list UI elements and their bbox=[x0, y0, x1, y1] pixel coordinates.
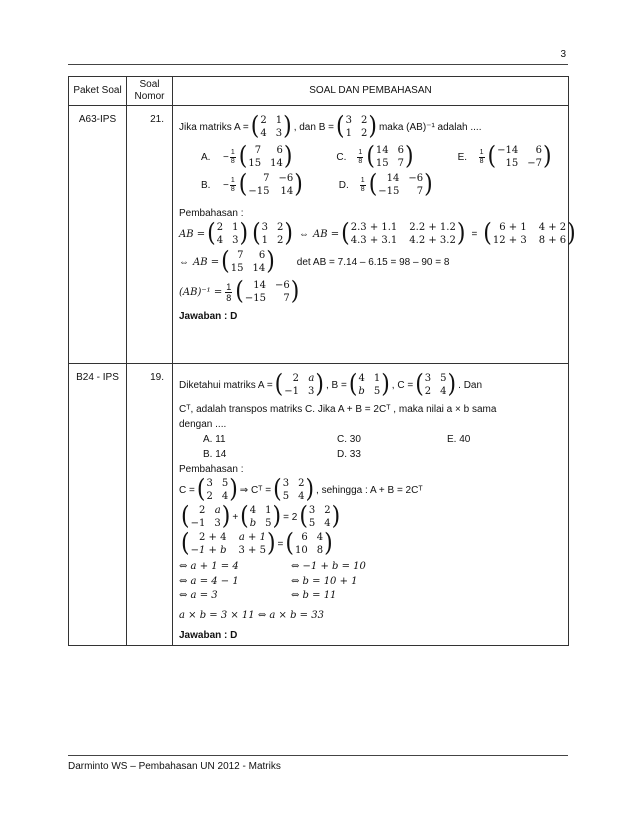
q2-step-left-3: ⇔ a = 3 bbox=[179, 589, 218, 601]
q1-option-e-matrix: ( −14 6 15 −7 ) bbox=[487, 142, 552, 171]
q2-step-right-3: ⇔ b = 11 bbox=[291, 589, 337, 601]
q1-work-matrix-a: ( 2 1 4 3 ) bbox=[207, 219, 249, 248]
q1-ab-label-2: AB = bbox=[313, 228, 340, 240]
q2-option-b: B. 14 bbox=[203, 448, 227, 460]
q1-sum-matrix: ( 2.3 + 1.1 2.2 + 1.2 4.3 + 3.1 4.2 + 3.2 ) bbox=[341, 219, 466, 248]
q1-content: Jika matriks A = ( 2 1 4 3 ) , dan B = ( 3 2 1 2 ) maka (AB)⁻¹ adalah .... A. − $\frac{1}{8}$ ( 7 6 15 14 ) C. $\frac{1}{8}$ ( 14 6 15 7 ) E. $\frac{1}{8}$ ( −14 6 15 −7 ) B. − $\frac{1}{8}$ ( 7 −6 −15 14 ) D. $\frac{1}{8}$ ( 14 −6 −15 7 ) Pembahasan : AB = ( 2 1 4 3 ) ( 3 2 1 2 ) ⇔ AB = ( 2.3 + 1.1 2.2 + 1.2 4.3 + 3.1 4.2 + 3.2 ) = ( 6 + 1 4 + 2 12 + 3 8 + 6 ) ⇔ AB = ( 7 6 15 14 ) det AB = 7.14 – 6.15 = 98 – 90 = 8 (AB)⁻¹ = $\frac{1}{8}$ ( 14 −6 −15 7 ) Jawaban : D bbox=[173, 106, 569, 364]
q2-b-label: , B = bbox=[325, 379, 347, 391]
q2-step-right-2: ⇔ b = 10 + 1 bbox=[291, 575, 358, 587]
q2-sehingga: , sehingga : A + B = 2Cᵀ bbox=[316, 484, 423, 496]
q2-matrix-c: ( 3 5 2 4 ) bbox=[415, 370, 457, 399]
q1-inverse-label: (AB)⁻¹ = bbox=[179, 286, 223, 298]
header-soal: SOAL DAN PEMBAHASAN bbox=[173, 77, 569, 106]
q1-option-c-matrix: ( 14 6 15 7 ) bbox=[366, 142, 414, 171]
q2-step-right-1: ⇔ −1 + b = 10 bbox=[291, 560, 366, 572]
q1-option-c-label: C. bbox=[336, 151, 347, 163]
table-row bbox=[69, 106, 569, 364]
q2-matrix-a: ( 2 a −1 3 ) bbox=[274, 370, 324, 399]
header-paket: Paket Soal bbox=[69, 77, 127, 106]
q2-intro: Diketahui matriks A = bbox=[179, 379, 273, 391]
q1-paket: A63-IPS bbox=[69, 106, 127, 364]
q1-matrix-a: ( 2 1 4 3 ) bbox=[250, 112, 292, 141]
q1-option-e-label: E. bbox=[457, 151, 468, 163]
q1-maka: maka (AB)⁻¹ adalah .... bbox=[378, 121, 482, 133]
question-table bbox=[68, 76, 576, 646]
q1-inverse-matrix: ( 14 −6 −15 7 ) bbox=[235, 277, 300, 306]
q2-step-matrix-b: ( 4 1 b 5 ) bbox=[240, 502, 282, 531]
q2-final-result: a × b = 3 × 11 ⇔ a × b = 33 bbox=[179, 609, 324, 621]
q2-ct-label: ⇒ Cᵀ = bbox=[239, 484, 272, 496]
q1-result-matrix: ( 7 6 15 14 ) bbox=[221, 247, 275, 276]
header-rule bbox=[68, 64, 568, 65]
q1-iff-symbol: ⇔ bbox=[299, 228, 310, 240]
q1-pembahasan-label: Pembahasan : bbox=[179, 207, 244, 219]
q2-line-2: Cᵀ, adalah transpos matriks C. Jika A + B = 2Cᵀ , maka nilai a × b sama bbox=[179, 403, 497, 415]
q1-answer: Jawaban : D bbox=[179, 310, 238, 322]
q1-work-matrix-b: ( 3 2 1 2 ) bbox=[252, 219, 294, 248]
q2-c-label: , C = bbox=[391, 379, 414, 391]
q2-option-a: A. 11 bbox=[203, 433, 226, 445]
q2-ct-matrix: ( 3 2 5 4 ) bbox=[273, 475, 315, 504]
header-nomor: Soal Nomor bbox=[127, 77, 173, 106]
q1-ab-label: AB = bbox=[179, 228, 206, 240]
q1-intro: Jika matriks A = bbox=[179, 121, 249, 133]
q2-step-matrix-a: ( 2 a −1 3 ) bbox=[181, 502, 231, 531]
q2-matrix-b: ( 4 1 b 5 ) bbox=[348, 370, 390, 399]
q2-sum-result-matrix: ( 6 4 10 8 ) bbox=[285, 529, 333, 558]
q2-option-d: D. 33 bbox=[337, 448, 361, 460]
q2-sum-matrix: ( 2 + 4 a + 1 −1 + b 3 + 5 ) bbox=[181, 529, 276, 558]
q2-dan: . Dan bbox=[458, 379, 483, 391]
q2-line-3: dengan .... bbox=[179, 418, 227, 430]
q1-determinant: det AB = 7.14 – 6.15 = 98 – 90 = 8 bbox=[296, 256, 450, 268]
page-number: 3 bbox=[560, 49, 566, 60]
table-header-row bbox=[69, 77, 569, 106]
q1-iff-symbol-2: ⇔ bbox=[179, 256, 189, 268]
q2-step-two: = 2 bbox=[283, 511, 298, 523]
q2-step-matrix-ct: ( 3 2 5 4 ) bbox=[299, 502, 341, 531]
q1-matrix-b: ( 3 2 1 2 ) bbox=[336, 112, 377, 141]
q2-nomor: 19. bbox=[127, 364, 173, 646]
footer-rule bbox=[68, 755, 568, 756]
q2-c-def-label: C = bbox=[179, 484, 195, 496]
q1-option-a-label: A. bbox=[201, 151, 211, 163]
footer-text: Darminto WS – Pembahasan UN 2012 - Matriks bbox=[68, 761, 281, 772]
q2-step-left-2: ⇔ a = 4 − 1 bbox=[179, 575, 239, 587]
q2-step-left-1: ⇔ a + 1 = 4 bbox=[179, 560, 239, 572]
q2-option-e: E. 40 bbox=[447, 433, 471, 445]
q1-option-d-matrix: ( 14 −6 −15 7 ) bbox=[368, 170, 433, 199]
q1-sum-matrix-2: ( 6 + 1 4 + 2 12 + 3 8 + 6 ) bbox=[483, 219, 576, 248]
q2-pembahasan-label: Pembahasan : bbox=[179, 463, 244, 475]
q2-paket: B24 - IPS bbox=[69, 364, 127, 646]
q1-option-d-label: D. bbox=[338, 179, 349, 191]
q1-option-b-matrix: ( 7 −6 −15 14 ) bbox=[238, 170, 303, 199]
q2-c-def-matrix: ( 3 5 2 4 ) bbox=[196, 475, 238, 504]
q1-nomor: 21. bbox=[127, 106, 173, 364]
q1-option-a-matrix: ( 7 6 15 14 ) bbox=[238, 142, 293, 171]
q1-option-b-label: B. bbox=[201, 179, 211, 191]
q2-answer: Jawaban : D bbox=[179, 629, 238, 641]
q2-content: Diketahui matriks A = ( 2 a −1 3 ) , B = ( 4 1 b 5 ) , C = ( 3 5 2 4 ) . Dan Cᵀ, adalah transpos matriks C. Jika A + B = 2Cᵀ , maka nilai a × b sama dengan .... A. 11 C. 30 E. 40 B. 14 D. 33 Pembahasan : C = ( 3 5 2 4 ) ⇒ Cᵀ = ( 3 2 5 4 ) , sehingga : A + B = 2Cᵀ ( 2 a −1 3 ) + ( 4 1 b 5 ) = 2 ( 3 2 5 4 ) ( 2 + 4 a + 1 −1 + b 3 + 5 ) = ( 6 4 10 8 ) ⇔ a + 1 = 4 ⇔ −1 + b = 10 ⇔ a = 4 − 1 ⇔ b = 10 + 1 ⇔ a = 3 ⇔ b = 11 a × b = 3 × 11 ⇔ a × b = 33 Jawaban : D bbox=[173, 364, 569, 646]
table-row bbox=[69, 364, 569, 646]
q1-dan: , dan B = bbox=[293, 121, 334, 133]
q2-option-c: C. 30 bbox=[337, 433, 361, 445]
